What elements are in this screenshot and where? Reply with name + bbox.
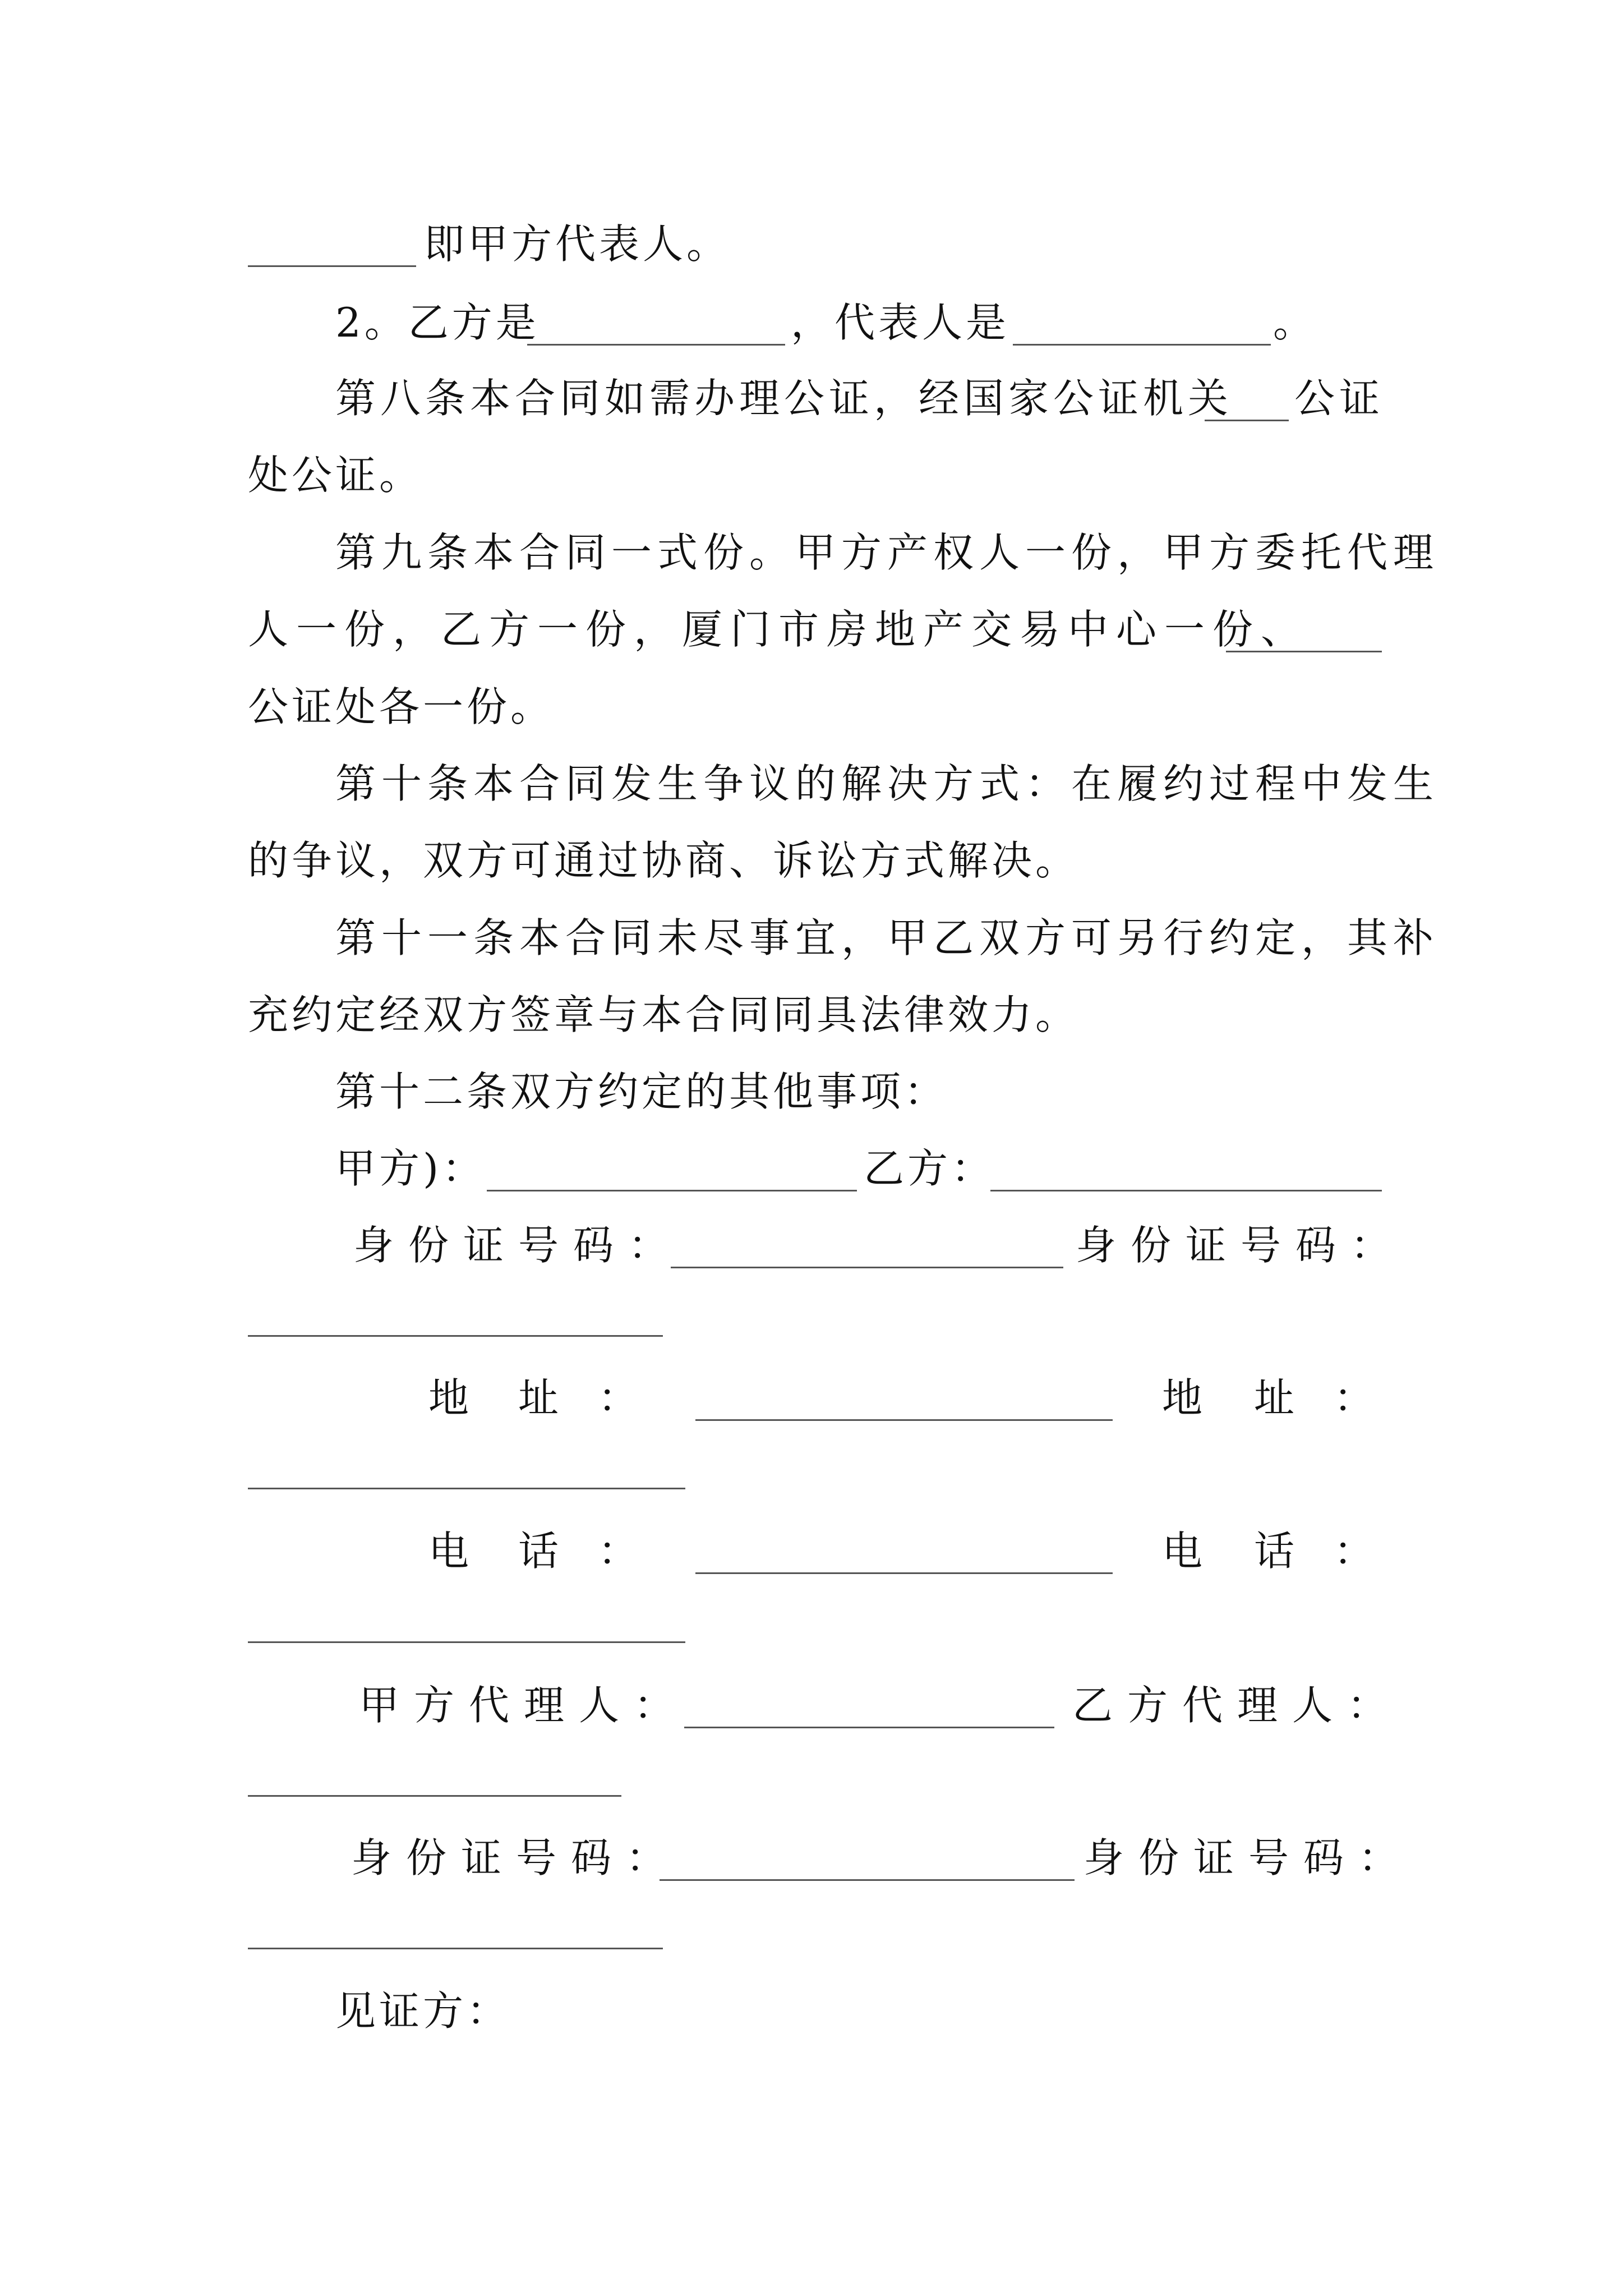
party-b-address-char-2: 址 — [1254, 1374, 1295, 1421]
party-a-agent-field[interactable] — [684, 1727, 1054, 1728]
text-period: 。 — [1273, 299, 1314, 346]
article-11-text-cont: 充约定经双方签章与本合同同具法律效力。 — [248, 991, 1080, 1038]
party-b-label: 乙方： — [864, 1145, 995, 1192]
article-9-line-2 — [0, 601, 1623, 657]
blank-party-b-name[interactable] — [527, 344, 785, 346]
party-a-phone-colon: ： — [598, 1527, 639, 1575]
party-a-address-colon: ： — [598, 1374, 639, 1421]
party-a-phone-field[interactable] — [695, 1572, 1113, 1574]
article-8-line-1 — [0, 370, 1623, 426]
party-b-id-label: 身份证号码： — [1076, 1222, 1406, 1269]
signature-address — [0, 1370, 1623, 1426]
party-a-agent-label: 甲方代理人： — [359, 1682, 689, 1729]
party-a-phone-char-1: 电 — [428, 1527, 469, 1575]
article-12-text: 第十二条双方约定的其他事项： — [335, 1068, 948, 1115]
party-a-agent-id-label: 身份证号码： — [351, 1834, 681, 1881]
article-8-line-2 — [0, 447, 1623, 503]
article-10-line-2 — [0, 832, 1623, 889]
party-b-address-char-1: 地 — [1162, 1374, 1203, 1421]
article-10-text: 第十条本合同发生争议的解决方式：在履约过程中发生 — [335, 760, 1440, 807]
blank-representative[interactable] — [248, 265, 416, 267]
party-b-phone-colon: ： — [1334, 1527, 1375, 1575]
article-8-text: 第八条本合同如需办理公证，经国家公证机关 — [335, 375, 1233, 422]
signature-agents — [0, 1677, 1623, 1733]
text-representative: 即甲方代表人。 — [424, 220, 731, 268]
party-b-phone-char-2: 话 — [1254, 1527, 1295, 1575]
line-party-b — [0, 295, 1623, 351]
party-b-agent-label: 乙方代理人： — [1072, 1682, 1403, 1729]
witness-label: 见证方： — [335, 1987, 511, 2035]
party-b-field[interactable] — [990, 1190, 1382, 1191]
party-b-agent-field[interactable] — [248, 1795, 621, 1797]
party-a-id-field[interactable] — [671, 1267, 1063, 1268]
party-b-address-colon: ： — [1334, 1374, 1375, 1421]
blank-notary-office[interactable] — [1205, 420, 1289, 421]
party-b-agent-id-field[interactable] — [248, 1948, 663, 1949]
party-a-address-char-1: 地 — [428, 1374, 469, 1421]
party-a-address-field[interactable] — [695, 1419, 1113, 1421]
party-b-phone-field[interactable] — [248, 1641, 685, 1643]
blank-party-b-representative[interactable] — [1013, 344, 1271, 346]
article-10-line-1 — [0, 756, 1623, 812]
article-9-text-cont: 人一份，乙方一份，厦门市房地产交易中心一份、 — [248, 606, 1310, 653]
party-a-agent-id-field[interactable] — [660, 1879, 1075, 1881]
article-8-text-cont: 处公证。 — [248, 452, 423, 499]
text-representative-is: ，代表人是 — [791, 299, 1010, 346]
party-a-label: 甲方)： — [335, 1145, 486, 1192]
signature-phone — [0, 1523, 1623, 1579]
article-12-line — [0, 1064, 1623, 1120]
party-b-phone-char-1: 电 — [1162, 1527, 1203, 1575]
article-10-text-cont: 的争议，双方可通过协商、诉讼方式解决。 — [248, 837, 1080, 884]
party-a-address-char-2: 址 — [518, 1374, 559, 1421]
line-representative — [0, 216, 1623, 272]
article-8-notary: 公证 — [1294, 375, 1385, 422]
signature-agent-ids — [0, 1830, 1623, 1886]
party-a-phone-char-2: 话 — [518, 1527, 559, 1575]
article-9-line-3 — [0, 679, 1623, 735]
signature-id-numbers — [0, 1217, 1623, 1273]
article-11-line-1 — [0, 910, 1623, 966]
article-9-line-1 — [0, 524, 1623, 581]
article-11-text: 第十一条本合同未尽事宜，甲乙双方可另行约定，其补 — [335, 914, 1440, 961]
article-9-text-end: 公证处各一份。 — [248, 683, 555, 730]
text-party-b-is: 2。乙方是 — [335, 299, 540, 346]
signature-parties — [0, 1140, 1623, 1197]
blank-notary-office-2[interactable] — [1226, 651, 1382, 652]
party-b-agent-id-label: 身份证号码： — [1083, 1834, 1414, 1881]
article-9-text: 第九条本合同一式份。甲方产权人一份，甲方委托代理 — [335, 529, 1440, 576]
article-11-line-2 — [0, 987, 1623, 1043]
party-a-field[interactable] — [487, 1190, 857, 1191]
party-a-id-label: 身份证号码： — [353, 1222, 684, 1269]
party-b-id-field[interactable] — [248, 1335, 663, 1337]
signature-witness — [0, 1983, 1623, 2039]
party-b-address-field[interactable] — [248, 1488, 685, 1489]
